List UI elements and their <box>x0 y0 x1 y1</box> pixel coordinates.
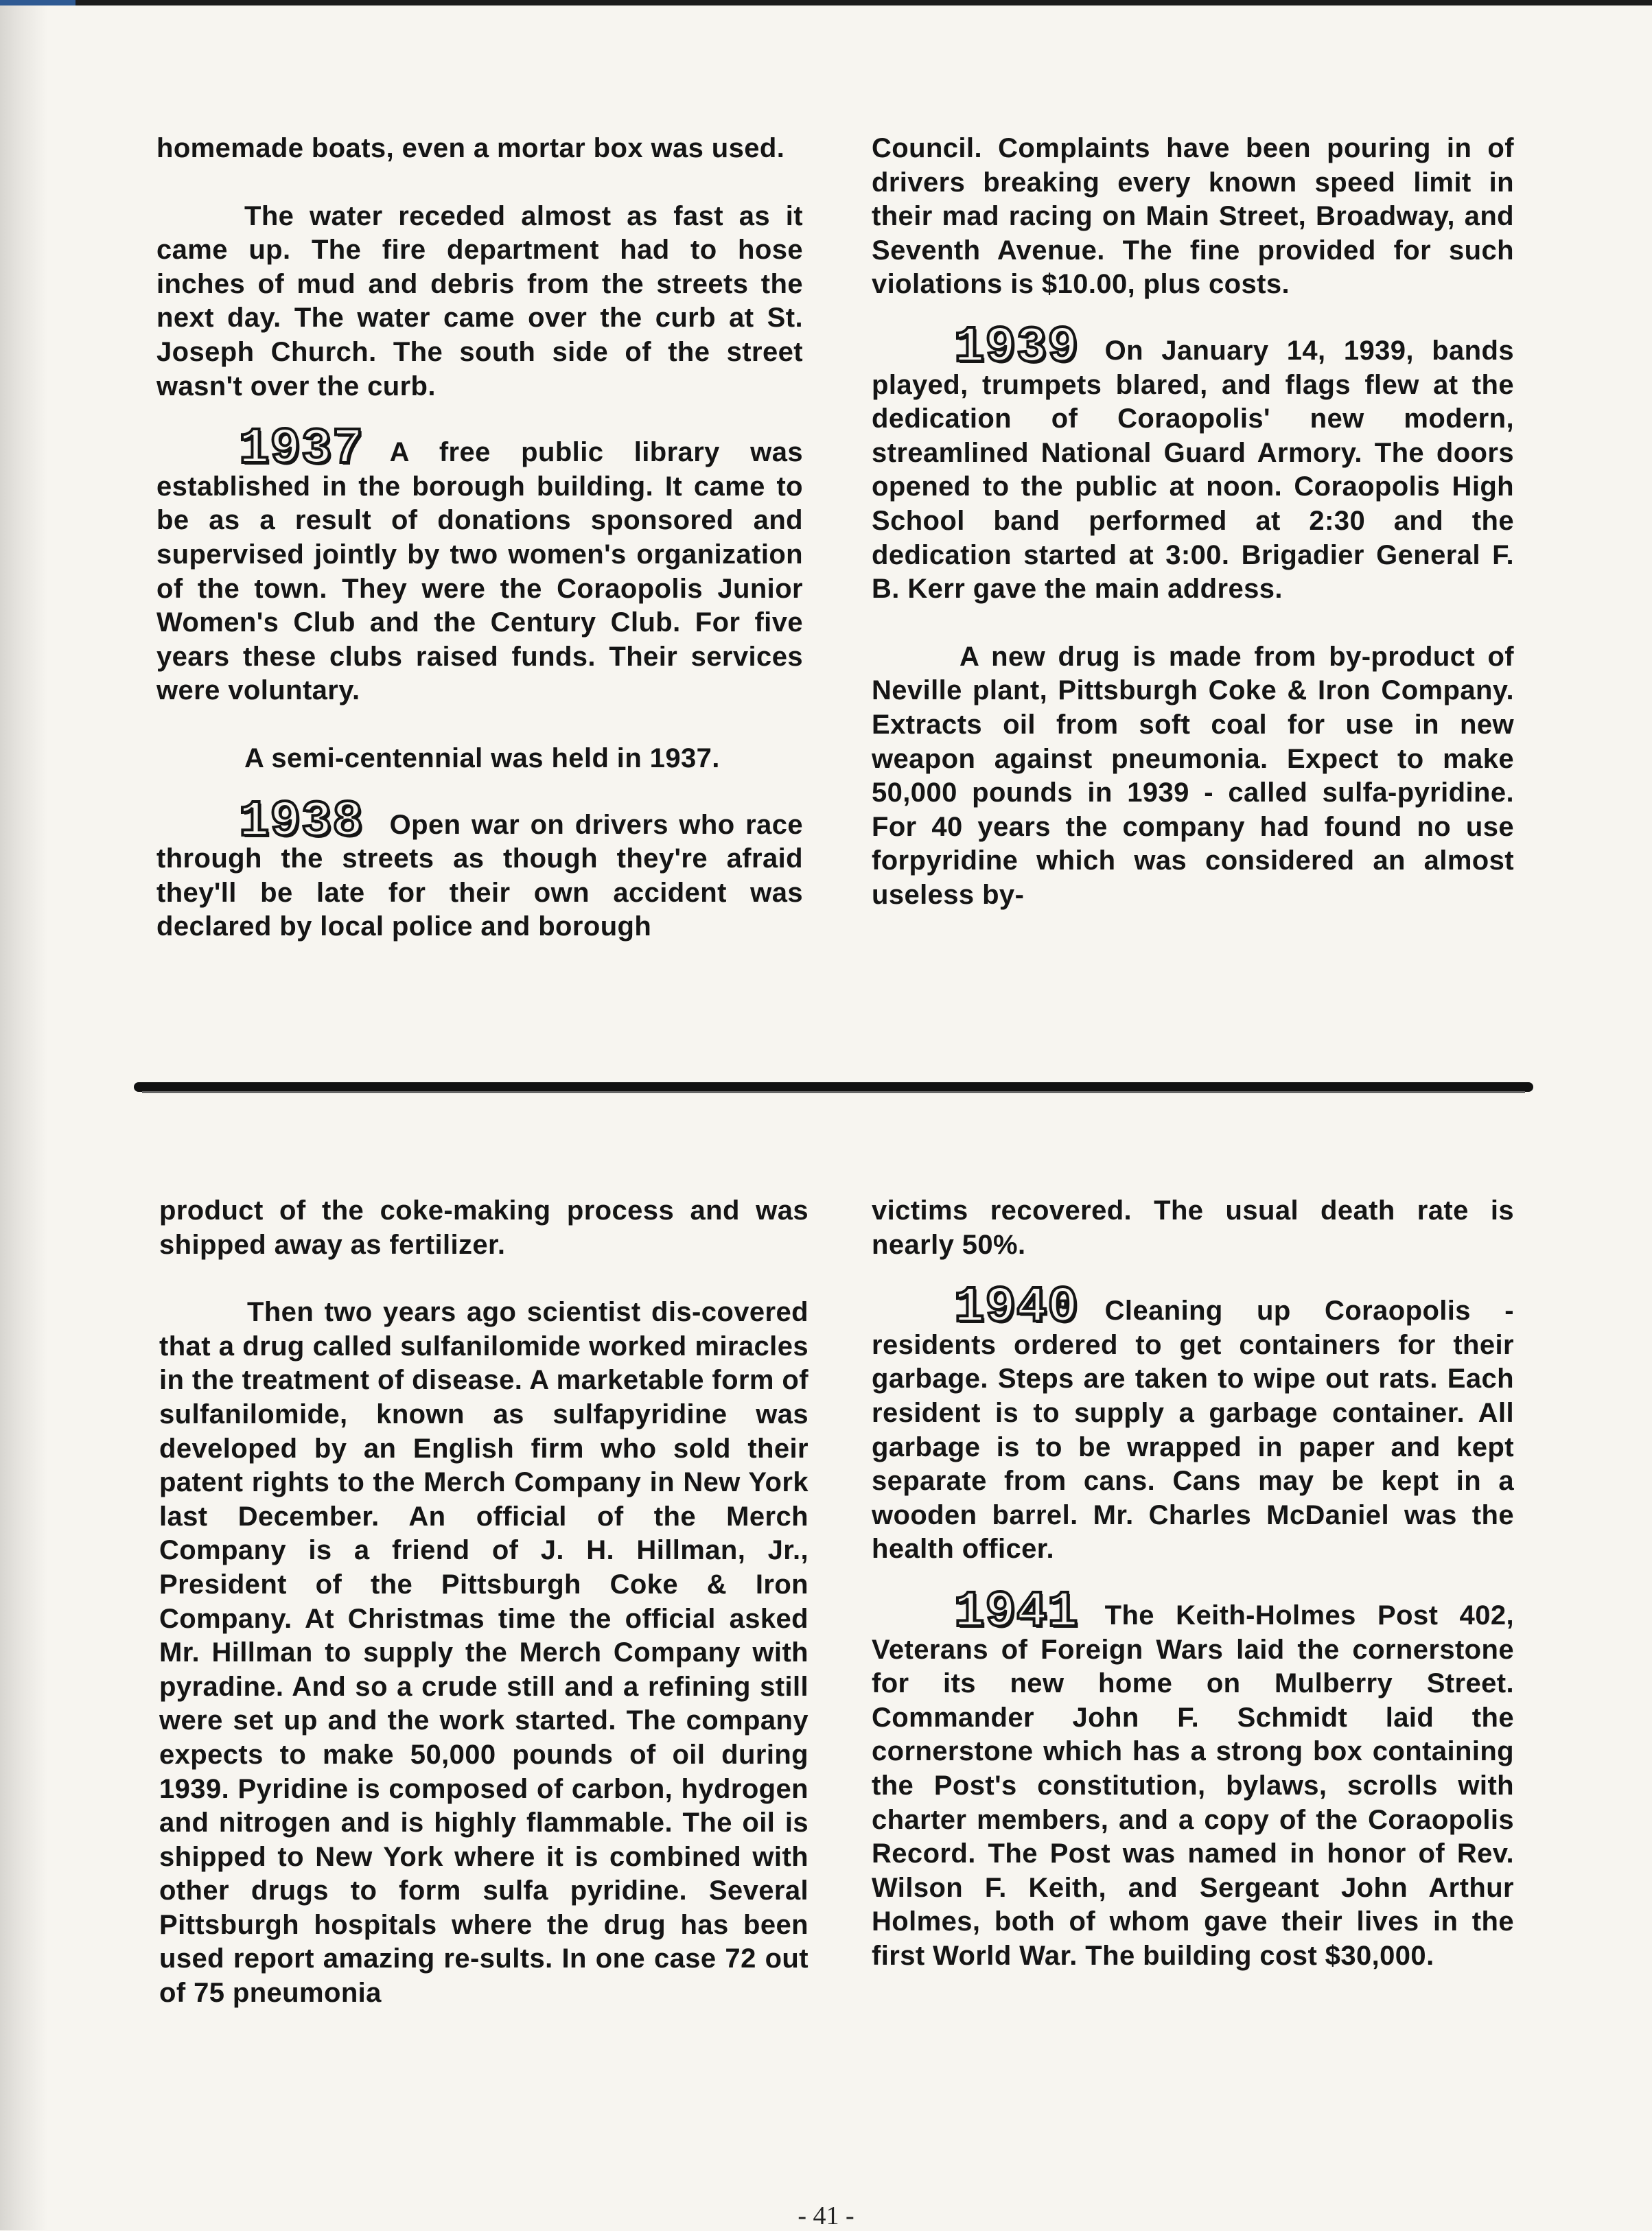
top-rule-accent <box>0 0 75 5</box>
paragraph-text: A free public library was established in the borough building. It came to be as a result of donations sponsored and supervised jointly by two women's organization of the town. They were the Coraopolis Junior Women's Club and the Century Club. For five years these clubs raised funds. Their services were voluntary. <box>156 437 803 706</box>
year-paragraph-1940 <box>872 1279 1514 1567</box>
paragraph-text: On January 14, 1939, bands played, trumpets blared, and flags flew at the dedication of Coraopolis' new modern, streamlined National Guard Armory. The doors opened to the public at noon. Coraopolis High School band performed at 2:30 and the dedication started at 3:00. Brigadier General F. B. Kerr gave the main address. <box>872 335 1514 605</box>
year-heading-1940: 1940 <box>954 1279 1079 1338</box>
paragraph: A new drug is made from by-product of Neville plant, Pittsburgh Coke & Iron Company. Extracts oil from soft coal for use in new weapon against pneumonia. Expect to make 50,000 pounds in 1939 - called sulfa-pyridine. For 40 years the company had found no use forpyridine which was considered an almost useless by- <box>872 641 1514 910</box>
column-top-right <box>872 132 1514 912</box>
column-top-left <box>156 132 803 944</box>
year-heading-1937: 1937 <box>239 421 364 479</box>
page-edge-shadow <box>0 0 48 2230</box>
page-number: - 41 - <box>798 2201 854 2230</box>
paragraph: Then two years ago scientist dis-covered that a drug called sulfanilomide worked miracles in the treatment of disease. A marketable form of sulfanilomide, known as sulfapyridine was developed by an English firm who sold their patent rights to the Merch Company in New York last December. An official of the Merch Company is a friend of J. H. Hillman, Jr., President of the Pittsburgh Coke & Iron Company. At Christmas time the official asked Mr. Hillman to supply the Merch Company with pyradine. And so a crude still and a refining still were set up and the work started. The company expects to make 50,000 pounds of oil during 1939. Pyridine is composed of carbon, hydrogen and nitrogen and is highly flammable. The oil is shipped to New York where it is combined with other drugs to form sulfa pyridine. Several Pittsburgh hospitals where the drug has been used report amazing re-sults. In one case 72 out of 75 pneumonia <box>159 1297 808 2009</box>
paragraph: product of the coke-making process and was shipped away as fertilizer. <box>159 1195 808 1260</box>
year-paragraph-1938 <box>156 793 803 944</box>
top-rule <box>0 0 1652 5</box>
paragraph: victims recovered. The usual death rate is nearly 50%. <box>872 1195 1514 1260</box>
paragraph-text: Cleaning up Coraopolis - residents ordered to get containers for their garbage. Steps are taken to wipe out rats. Each resident is to supply a garbage container. All garbage is to be wrapped in paper and kept separate from cans. Cans may be kept in a wooden barrel. Mr. Charles McDaniel was the health officer. <box>872 1296 1514 1565</box>
paragraph: homemade boats, even a mortar box was used. <box>156 133 785 163</box>
section-divider <box>134 1082 1533 1092</box>
year-paragraph-1939 <box>872 318 1514 607</box>
year-paragraph-1941 <box>872 1583 1514 1974</box>
column-bottom-right <box>872 1194 1514 1973</box>
paragraph-text: The Keith-Holmes Post 402, Veterans of Foreign Wars laid the cornerstone for its new home on Mulberry Street. Commander John F. Schmidt laid the cornerstone which has a strong box containing the Post's constitution, bylaws, scrolls with charter members, and a copy of the Coraopolis Record. The Post was named in honor of Rev. Wilson F. Keith, and Sergeant John Arthur Holmes, both of whom gave their lives in the first World War. The building cost $30,000. <box>872 1600 1514 1971</box>
year-heading-1939: 1939 <box>954 318 1079 377</box>
paragraph: The water receded almost as fast as it came up. The fire department had to hose inches of mud and debris from the streets the next day. The water came over the curb at St. Joseph Church. The south side of the street wasn't over the curb. <box>156 200 803 401</box>
column-bottom-left <box>159 1194 808 2011</box>
year-heading-1938: 1938 <box>239 793 364 851</box>
year-heading-1941: 1941 <box>954 1583 1079 1642</box>
paragraph: Council. Complaints have been pouring in of drivers breaking every known speed limit in their mad racing on Main Street, Broadway, and Seventh Avenue. The fine provided for such violations is $10.00, plus costs. <box>872 133 1514 300</box>
paragraph: A semi-centennial was held in 1937. <box>244 743 720 773</box>
year-paragraph-1937 <box>156 421 803 708</box>
paragraph-text: Open war on drivers who race through the streets as though they're afraid they'll be late for their own accident was declared by local police and borough <box>156 809 803 942</box>
